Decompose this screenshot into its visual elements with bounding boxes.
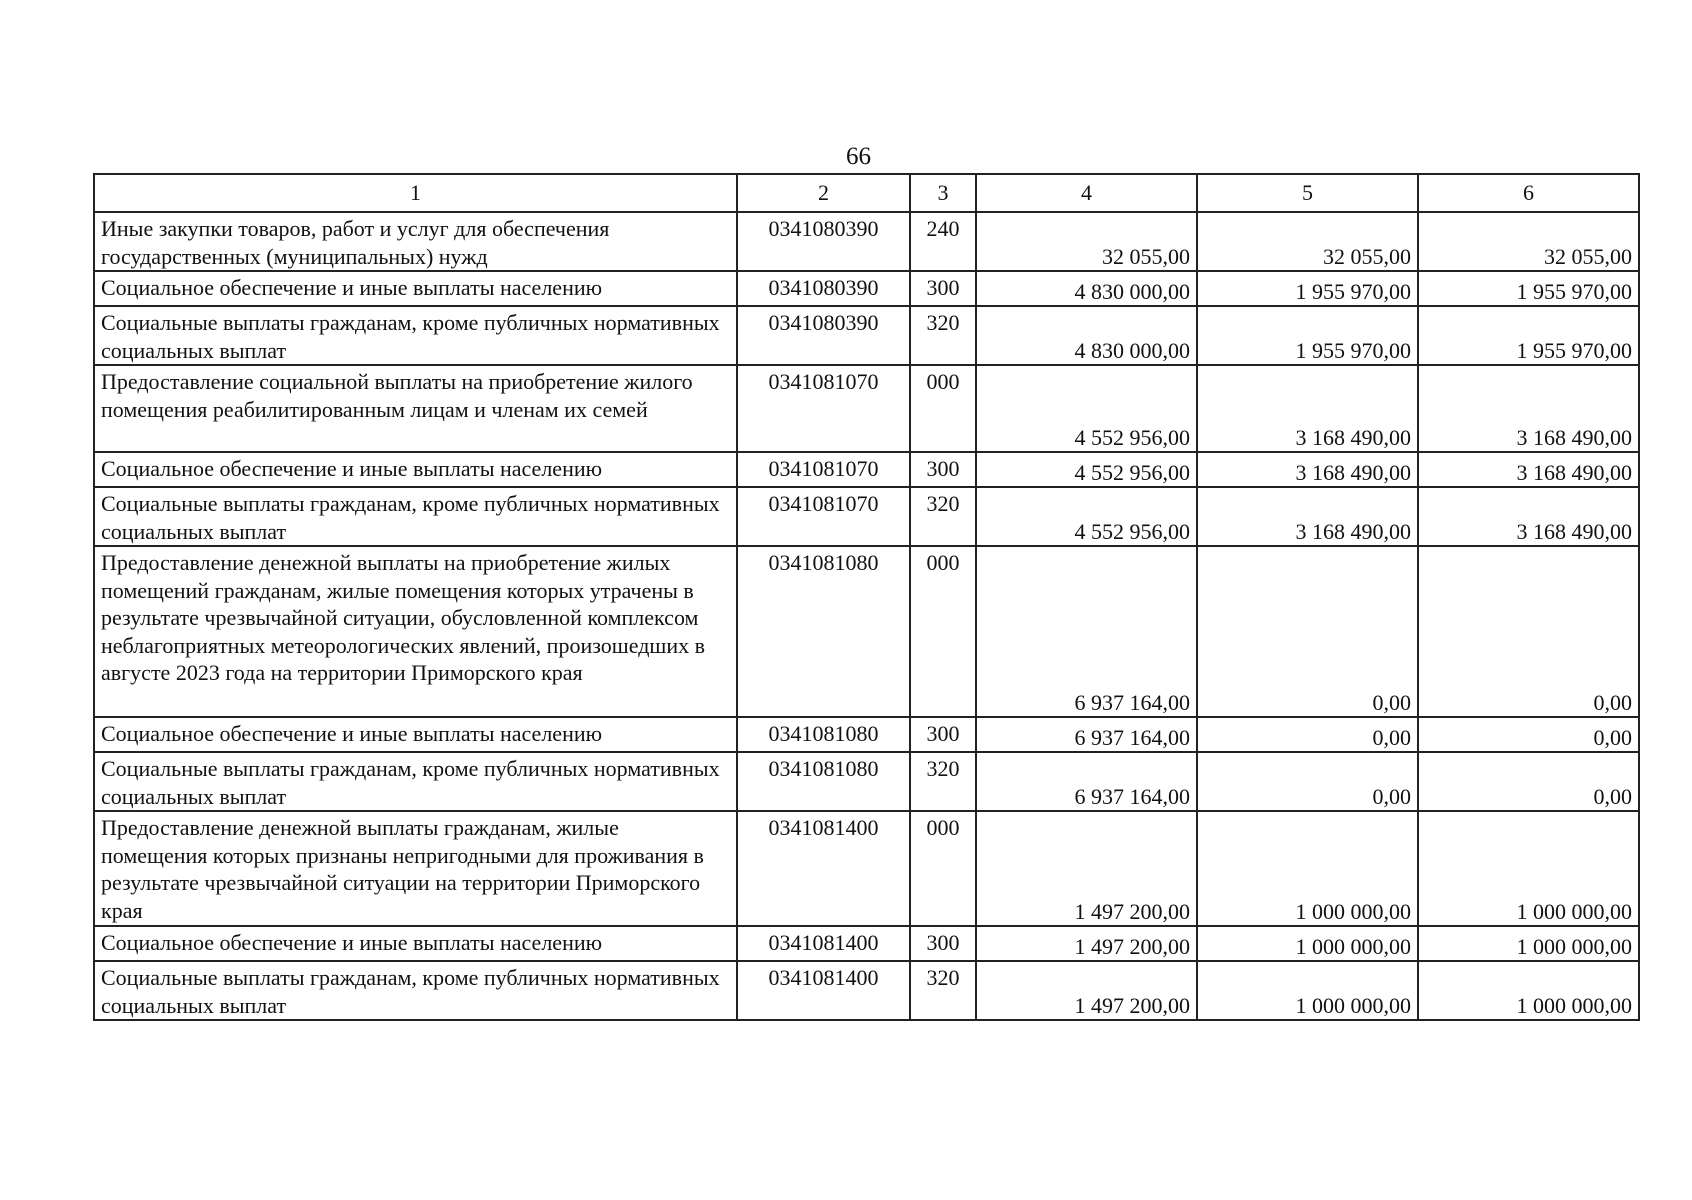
header-col-2: 2 <box>737 174 910 212</box>
table-row <box>94 546 1639 717</box>
row-type: 320 <box>910 961 976 1020</box>
table-row <box>94 306 1639 365</box>
row-type: 320 <box>910 752 976 811</box>
row-code: 0341081400 <box>737 926 910 961</box>
row-sum-1: 4 830 000,00 <box>976 271 1197 306</box>
row-sum-2: 1 955 970,00 <box>1197 306 1418 365</box>
row-sum-1: 6 937 164,00 <box>976 546 1197 717</box>
row-code: 0341081080 <box>737 752 910 811</box>
table-row <box>94 452 1639 487</box>
row-sum-1: 32 055,00 <box>976 212 1197 271</box>
row-sum-1: 4 552 956,00 <box>976 365 1197 452</box>
row-sum-3: 32 055,00 <box>1418 212 1639 271</box>
row-sum-2: 0,00 <box>1197 752 1418 811</box>
row-sum-2: 1 000 000,00 <box>1197 811 1418 926</box>
row-sum-1: 1 497 200,00 <box>976 811 1197 926</box>
row-name: Социальные выплаты гражданам, кроме публичных нормативных социальных выплат <box>94 961 737 1020</box>
table-row <box>94 212 1639 271</box>
row-code: 0341080390 <box>737 306 910 365</box>
row-type: 300 <box>910 452 976 487</box>
row-code: 0341081400 <box>737 811 910 926</box>
row-sum-1: 4 552 956,00 <box>976 452 1197 487</box>
row-sum-3: 1 955 970,00 <box>1418 306 1639 365</box>
page-number: 66 <box>846 143 871 170</box>
row-name: Иные закупки товаров, работ и услуг для обеспечения государственных (муниципальных) нужд <box>94 212 737 271</box>
row-name: Предоставление денежной выплаты на приобретение жилых помещений гражданам, жилые помещения которых утрачены в результате чрезвычайной ситуации, обусловленной комплексом неблагоприятных метеорологических явлений, произошедших в августе 2023 года на территории Приморского края <box>94 546 737 717</box>
row-sum-1: 4 552 956,00 <box>976 487 1197 546</box>
table-body <box>94 212 1639 1020</box>
row-name: Предоставление денежной выплаты гражданам, жилые помещения которых признаны непригодными для проживания в результате чрезвычайной ситуации на территории Приморского края <box>94 811 737 926</box>
row-code: 0341081080 <box>737 717 910 752</box>
row-sum-2: 32 055,00 <box>1197 212 1418 271</box>
row-sum-3: 3 168 490,00 <box>1418 487 1639 546</box>
row-name: Социальное обеспечение и иные выплаты населению <box>94 717 737 752</box>
row-sum-3: 0,00 <box>1418 546 1639 717</box>
row-name: Социальное обеспечение и иные выплаты населению <box>94 271 737 306</box>
table-row <box>94 961 1639 1020</box>
row-sum-2: 1 000 000,00 <box>1197 926 1418 961</box>
row-sum-3: 3 168 490,00 <box>1418 365 1639 452</box>
table-row <box>94 811 1639 926</box>
row-name: Социальные выплаты гражданам, кроме публичных нормативных социальных выплат <box>94 752 737 811</box>
row-name: Социальное обеспечение и иные выплаты населению <box>94 926 737 961</box>
row-sum-1: 1 497 200,00 <box>976 926 1197 961</box>
row-type: 300 <box>910 271 976 306</box>
row-type: 300 <box>910 926 976 961</box>
row-sum-3: 1 000 000,00 <box>1418 961 1639 1020</box>
table-header <box>94 174 1639 212</box>
row-name: Социальные выплаты гражданам, кроме публичных нормативных социальных выплат <box>94 306 737 365</box>
row-sum-3: 3 168 490,00 <box>1418 452 1639 487</box>
row-sum-3: 1 955 970,00 <box>1418 271 1639 306</box>
row-type: 300 <box>910 717 976 752</box>
row-sum-2: 0,00 <box>1197 546 1418 717</box>
row-sum-3: 0,00 <box>1418 752 1639 811</box>
table-row <box>94 487 1639 546</box>
row-name: Предоставление социальной выплаты на приобретение жилого помещения реабилитированным лицам и членам их семей <box>94 365 737 452</box>
row-type: 000 <box>910 811 976 926</box>
row-code: 0341081070 <box>737 487 910 546</box>
row-code: 0341081070 <box>737 452 910 487</box>
row-name: Социальные выплаты гражданам, кроме публичных нормативных социальных выплат <box>94 487 737 546</box>
row-type: 320 <box>910 306 976 365</box>
row-type: 240 <box>910 212 976 271</box>
row-sum-3: 0,00 <box>1418 717 1639 752</box>
row-name: Социальное обеспечение и иные выплаты населению <box>94 452 737 487</box>
row-code: 0341080390 <box>737 271 910 306</box>
row-type: 000 <box>910 365 976 452</box>
budget-table <box>93 173 1640 1021</box>
row-sum-1: 4 830 000,00 <box>976 306 1197 365</box>
row-sum-3: 1 000 000,00 <box>1418 926 1639 961</box>
header-col-1: 1 <box>94 174 737 212</box>
row-sum-2: 3 168 490,00 <box>1197 365 1418 452</box>
row-code: 0341081400 <box>737 961 910 1020</box>
row-sum-1: 1 497 200,00 <box>976 961 1197 1020</box>
row-type: 000 <box>910 546 976 717</box>
row-sum-3: 1 000 000,00 <box>1418 811 1639 926</box>
table-row <box>94 271 1639 306</box>
table-row <box>94 926 1639 961</box>
header-col-6: 6 <box>1418 174 1639 212</box>
table-row <box>94 752 1639 811</box>
header-row <box>94 174 1639 212</box>
row-sum-2: 1 955 970,00 <box>1197 271 1418 306</box>
row-sum-1: 6 937 164,00 <box>976 752 1197 811</box>
row-sum-2: 3 168 490,00 <box>1197 487 1418 546</box>
header-col-4: 4 <box>976 174 1197 212</box>
row-code: 0341081070 <box>737 365 910 452</box>
row-code: 0341080390 <box>737 212 910 271</box>
row-sum-1: 6 937 164,00 <box>976 717 1197 752</box>
row-code: 0341081080 <box>737 546 910 717</box>
table-row <box>94 365 1639 452</box>
table-row <box>94 717 1639 752</box>
row-sum-2: 1 000 000,00 <box>1197 961 1418 1020</box>
row-sum-2: 3 168 490,00 <box>1197 452 1418 487</box>
row-sum-2: 0,00 <box>1197 717 1418 752</box>
header-col-3: 3 <box>910 174 976 212</box>
header-col-5: 5 <box>1197 174 1418 212</box>
row-type: 320 <box>910 487 976 546</box>
